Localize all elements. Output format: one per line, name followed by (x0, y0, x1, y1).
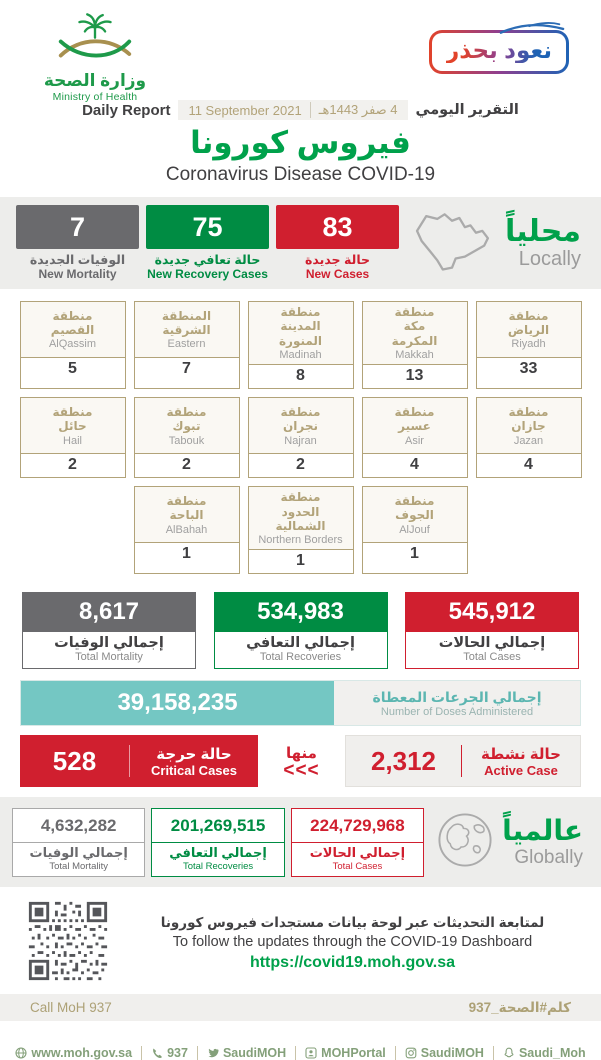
app-icon (305, 1047, 317, 1059)
region-name-en: Makkah (395, 349, 434, 362)
new-mortality-label-en: New Mortality (38, 267, 117, 281)
region-name-en: AlBahah (165, 523, 208, 536)
region-name-ar: منطقة القصيم (50, 308, 95, 337)
globally-heading-ar: عالمياً (502, 814, 583, 846)
globe-icon (434, 809, 496, 871)
report-date-en: 11 September 2021 (188, 102, 302, 118)
total-recoveries-label-en: Total Recoveries (259, 651, 342, 664)
region-name-ar: منطقة الباحة (166, 493, 207, 523)
return-with-caution-badge (429, 30, 569, 74)
locally-heading-en: Locally (518, 248, 581, 270)
region-name-ar: منطقة جازان (508, 404, 549, 434)
region-name-en: Riyadh (511, 338, 546, 351)
daily-report-label-ar: التقرير اليومي (415, 102, 519, 118)
call-moh-label: Call MoH 937 (30, 1000, 112, 1016)
global-cases-card (291, 808, 424, 877)
total-cases-label-ar: إجمالي الحالات (438, 635, 546, 652)
global-cases-label-ar: إجمالي الحالات (309, 844, 406, 860)
region-name-ar: منطقة نجران (280, 404, 321, 434)
critical-cases-card (20, 735, 258, 787)
region-box-asir (362, 397, 468, 478)
region-name-ar: منطقة تبوك (166, 404, 207, 434)
snapchat-icon (503, 1047, 515, 1059)
dashboard-note-ar: لمتابعة التحديثات عبر لوحة بيانات مستجدات فيروس كورونا (160, 914, 545, 930)
page-title-en: Coronavirus Disease COVID-19 (165, 164, 436, 185)
doses-value: 39,158,235 (21, 681, 334, 725)
region-value: 13 (363, 364, 467, 388)
region-box-madinah (248, 301, 354, 389)
region-box-aljouf (362, 486, 468, 574)
global-mortality-card (12, 808, 145, 877)
region-name-en: Hail (63, 434, 82, 447)
total-mortality-value: 8,617 (22, 592, 196, 632)
global-mortality-label-ar: إجمالي الوفيات (29, 844, 128, 860)
region-box-makkah (362, 301, 468, 389)
new-cases-label-ar: حالة جديدة (305, 253, 371, 267)
critical-cases-value: 528 (52, 745, 97, 776)
global-cases-value: 224,729,968 (310, 815, 405, 835)
doses-administered-bar (20, 680, 581, 726)
total-mortality-label-ar: إجمالي الوفيات (54, 635, 164, 652)
social-label: SaudiMOH (420, 1046, 484, 1060)
region-name-en: AlJouf (399, 523, 430, 536)
globally-section (0, 797, 601, 887)
critical-cases-label-ar: حالة حرجة (156, 745, 232, 763)
header (0, 0, 601, 103)
page-title-ar: فيروس كورونا (190, 125, 411, 160)
new-recoveries-card (146, 205, 269, 281)
region-name-en: Asir (405, 434, 424, 447)
regions-section (0, 289, 601, 588)
badge-text: نعود بحذر (446, 37, 552, 63)
saudi-map-icon (406, 205, 498, 277)
region-name-ar: منطقة عسير (394, 404, 435, 434)
social-label: 937 (167, 1046, 188, 1060)
total-cases-card (405, 592, 579, 669)
social-item-snapchat[interactable] (493, 1046, 595, 1060)
active-cases-card (345, 735, 581, 787)
totals-section (0, 588, 601, 669)
social-item-twitter[interactable] (197, 1046, 295, 1060)
region-box-eastern (134, 301, 240, 389)
total-recoveries-label-ar: إجمالي التعافي (246, 635, 355, 652)
new-recoveries-label-en: New Recovery Cases (147, 267, 268, 281)
moh-logo-icon (43, 12, 147, 68)
region-value: 5 (21, 357, 125, 381)
global-recoveries-label-en: Total Recoveries (182, 860, 254, 872)
region-name-ar: منطقة الحدود الشمالية (275, 490, 326, 533)
report-date-row (0, 98, 601, 122)
report-date-hijri: 4 صفر 1443هـ (310, 102, 398, 118)
call-band (0, 994, 601, 1021)
region-name-ar: منطقة المدينة المنورة (278, 305, 323, 348)
region-name-en: Tabouk (168, 434, 205, 447)
social-item-phone[interactable] (141, 1046, 197, 1060)
region-name-en: Northern Borders (258, 534, 343, 547)
dashboard-section (26, 897, 575, 989)
critical-cases-label-en: Critical Cases (151, 762, 237, 778)
phone-icon (151, 1047, 163, 1059)
new-cases-label-en: New Cases (305, 267, 370, 281)
social-item-instagram[interactable] (395, 1046, 493, 1060)
region-value: 2 (249, 453, 353, 477)
global-cases-label-en: Total Cases (332, 860, 383, 872)
qr-code (26, 899, 110, 983)
region-value: 1 (249, 549, 353, 573)
global-recoveries-value: 201,269,515 (170, 815, 266, 835)
report-date (178, 100, 407, 120)
new-cases-card (276, 205, 399, 281)
region-value: 33 (477, 357, 581, 381)
region-name-ar: منطقة الرياض (507, 308, 550, 337)
region-box-tabouk (134, 397, 240, 478)
social-label: Saudi_Moh (518, 1046, 586, 1060)
social-item-moh-portal[interactable] (295, 1046, 395, 1060)
active-cases-label-ar: حالة نشطة (481, 745, 561, 763)
region-box-northern-borders (248, 486, 354, 574)
active-cases-value: 2,312 (370, 745, 437, 776)
region-name-ar: منطقة الجوف (394, 493, 435, 523)
of-which-indicator (283, 744, 319, 779)
critical-active-row (20, 735, 581, 787)
badge-swoosh-icon (499, 21, 565, 35)
region-value: 4 (477, 453, 581, 477)
dashboard-link[interactable]: https://covid19.moh.gov.sa (249, 953, 456, 971)
locally-section (0, 197, 601, 289)
moh-logo (30, 12, 160, 103)
globally-heading-en: Globally (514, 846, 583, 868)
left-arrows-icon: <<< (283, 759, 320, 781)
ministry-name-ar: وزارة الصحة (43, 71, 147, 90)
region-box-hail (20, 397, 126, 478)
global-recoveries-card (151, 808, 284, 877)
dashboard-note-en: To follow the updates through the COVID-19 Dashboard (172, 933, 533, 950)
region-name-en: Eastern (167, 338, 206, 351)
new-mortality-value: 7 (16, 205, 139, 249)
new-recoveries-label-ar: حالة تعافي جديدة (154, 253, 261, 267)
region-value: 1 (135, 542, 239, 566)
region-name-ar: منطقة مكة المكرمة (391, 305, 438, 348)
new-mortality-card (16, 205, 139, 281)
social-footer (0, 1046, 601, 1060)
region-box-albahah (134, 486, 240, 574)
region-value: 7 (135, 357, 239, 381)
total-cases-label-en: Total Cases (463, 651, 521, 664)
region-value: 2 (135, 453, 239, 477)
region-box-alqassim (20, 301, 126, 389)
doses-label-ar: إجمالي الجرعات المعطاة (372, 688, 542, 705)
region-name-ar: منطقة حائل (52, 404, 93, 434)
globe-icon (15, 1047, 27, 1059)
region-value: 1 (363, 542, 467, 566)
global-recoveries-label-ar: إجمالي التعافي (169, 844, 267, 860)
social-label: www.moh.gov.sa (31, 1046, 133, 1060)
region-value: 4 (363, 453, 467, 477)
region-name-en: AlQassim (48, 338, 97, 351)
twitter-icon (207, 1047, 219, 1059)
new-cases-value: 83 (276, 205, 399, 249)
instagram-icon (405, 1047, 417, 1059)
of-which-label: منها (286, 744, 317, 762)
total-mortality-card (22, 592, 196, 669)
hashtag-label: كلم#الصحة_937 (468, 999, 571, 1015)
new-mortality-label-ar: الوفيات الجديدة (29, 253, 126, 267)
region-value: 2 (21, 453, 125, 477)
region-box-najran (248, 397, 354, 478)
locally-heading-ar: محلياً (505, 215, 581, 248)
region-name-en: Madinah (279, 349, 322, 362)
total-mortality-label-en: Total Mortality (75, 651, 143, 664)
total-cases-value: 545,912 (405, 592, 579, 632)
global-mortality-value: 4,632,282 (40, 815, 117, 835)
daily-report-label-en: Daily Report (82, 101, 171, 119)
doses-label-en: Number of Doses Administered (380, 705, 534, 718)
total-recoveries-card (214, 592, 388, 669)
region-value: 8 (249, 364, 353, 388)
region-box-jazan (476, 397, 582, 478)
region-name-en: Jazan (513, 434, 544, 447)
new-recoveries-value: 75 (146, 205, 269, 249)
total-recoveries-value: 534,983 (214, 592, 388, 632)
social-label: MOHPortal (321, 1046, 386, 1060)
region-name-en: Najran (284, 434, 317, 447)
active-cases-label-en: Active Case (484, 762, 558, 778)
social-label: SaudiMOH (222, 1046, 287, 1060)
global-mortality-label-en: Total Mortality (49, 860, 108, 872)
region-box-riyadh (476, 301, 582, 389)
ministry-name-en: Ministry of Health (52, 91, 138, 103)
social-item-website[interactable] (6, 1046, 141, 1060)
region-name-ar: المنطقة الشرقية (161, 308, 212, 337)
